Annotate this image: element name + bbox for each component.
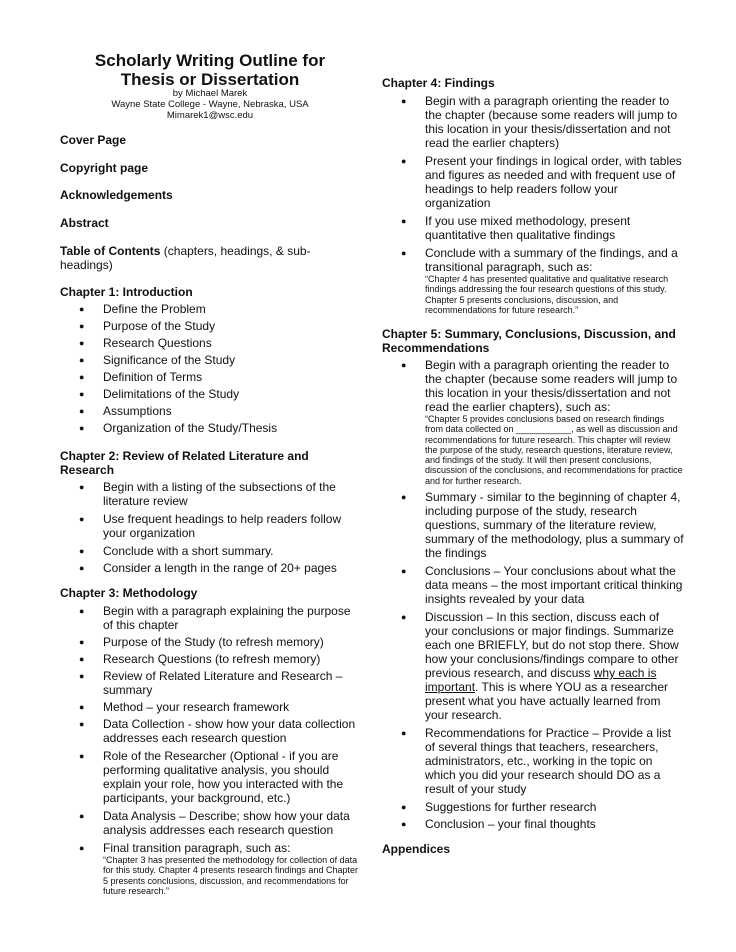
affiliation: Wayne State College - Wayne, Nebraska, USA [111,99,309,110]
list-item [382,358,684,486]
list-item [60,841,360,896]
list-item: ● Role of the Researcher (Optional - if you are performing qualitative analysis, you should explain your role, how you interacted with the participants, your background, etc.) [60,749,360,805]
title-line-1: Scholarly Writing Outline for [94,51,326,70]
list-item-text: ● Conclude with a summary of the findings, and a transitional paragraph, such as: [425,246,678,274]
list-item: ● Research Questions [60,336,360,350]
title-line-2: Thesis or Dissertation [120,70,300,89]
list-item: ● Delimitations of the Study [60,387,360,401]
copyright-heading: Copyright page [60,161,149,175]
discussion-emphasis: why each is important [425,666,657,695]
toc-label: Table of Contents [60,244,161,258]
list-item: ● Conclude with a short summary. [60,544,360,558]
appendices-heading: Appendices [382,842,451,856]
list-item: ● Define the Problem [60,302,360,316]
abstract-heading: Abstract [60,216,109,230]
list-item: ● Conclusion – your final thoughts [382,817,684,831]
toc-note: (chapters, headings, & sub-headings) [60,244,311,272]
list-item: ● Present your findings in logical order, with tables and figures as needed and with frequent use of headings to help readers follow your organization [382,154,684,210]
transition-quote: “Chapter 3 has presented the methodology for collection of data for this study. Chapter 4 presents research findings and Chapter 5 presents conclusions, discussion, and recommendations for future research.” [103,855,358,896]
list-item: ● Consider a length in the range of 20+ pages [60,561,360,575]
chapter-5-heading: Chapter 5: Summary, Conclusions, Discussion, and Recommendations [382,327,676,355]
chapter-2-heading: Chapter 2: Review of Related Literature and Research [60,449,309,477]
discussion-text: Discussion – In this section, discuss each of your conclusions or major findings. Summarize each one BRIEFLY, but do not stop there. Show how your conclusions/findings compare to other previous research, and discuss [425,610,679,681]
list-item: ● Method – your research framework [60,700,360,714]
list-item: ● Significance of the Study [60,353,360,367]
byline [60,88,360,121]
list-item: ● Use frequent headings to help readers follow your organization [60,512,360,540]
chapter-4-heading: Chapter 4: Findings [382,76,495,90]
cover-page-heading: Cover Page [60,133,127,147]
document-title [60,51,360,89]
email: Mimarek1@wsc.edu [166,110,254,121]
chapter-4-list [382,94,684,315]
list-item: ● Data Collection - show how your data collection addresses each research question [60,717,360,745]
list-item: ● Definition of Terms [60,370,360,384]
list-item: ● Begin with a listing of the subsections of the literature review [60,480,360,508]
transition-quote: “Chapter 4 has presented qualitative and qualitative research findings addressing the four research questions of this study. Chapter 5 presents conclusions, discussion, and recommendations for future research.” [425,274,669,315]
list-item-text: ● Begin with a paragraph orienting the reader to the chapter (because some readers will jump to this location in your thesis/dissertation and not read the earlier chapters), such as: [425,358,678,414]
author: by Michael Marek [172,88,248,99]
list-item: ● Data Analysis – Describe; show how your data analysis addresses each research question [60,809,360,837]
discussion-text-end: . This is where YOU as a researcher present what you have actually learned from your research. [425,680,668,723]
list-item: ● Begin with a paragraph explaining the purpose of this chapter [60,604,360,632]
list-item [382,610,684,722]
chapter-1-heading: Chapter 1: Introduction [60,285,193,299]
list-item [382,246,684,315]
list-item: ● Summary - similar to the beginning of chapter 4, including purpose of the study, research questions, summary of the literature review, summary of the methodology, plus a summary of the findings [382,490,684,560]
list-item: ● Suggestions for further research [382,800,684,814]
acknowledgements-heading: Acknowledgements [60,188,173,202]
list-item-text: ● Final transition paragraph, such as: [103,841,291,855]
list-item: ● Purpose of the Study (to refresh memory) [60,635,360,649]
list-item: ● Assumptions [60,404,360,418]
chapter-5-list [382,358,684,831]
list-item: ● Begin with a paragraph orienting the reader to the chapter (because some readers will jump to this location in your thesis/dissertation and not read the earlier chapters) [382,94,684,150]
chapter-2-list [60,480,360,575]
toc-heading [60,244,322,272]
chapter-1-list [60,302,360,435]
list-item: ● Recommendations for Practice – Provide a list of several things that teachers, researchers, administrators, etc., working in the topic on which you did your research should DO as a result of your study [382,726,684,796]
chapter-3-heading: Chapter 3: Methodology [60,586,198,600]
list-item: ● Purpose of the Study [60,319,360,333]
list-item: ● Conclusions – Your conclusions about what the data means – the most important critical thinking insights revealed by your data [382,564,684,606]
chapter-5-quote: “Chapter 5 provides conclusions based on research findings from data collected on ___________, as well as discussion and recommendations for future research. This chapter will review the purpose of the study, research questions, literature review, and findings of the study. It will then present conclusions, discussion of the conclusions, and recommendations for practice and for further research. [425,414,683,486]
list-item: ● Organization of the Study/Thesis [60,421,360,435]
list-item: ● Research Questions (to refresh memory) [60,652,360,666]
list-item: ● If you use mixed methodology, present quantitative then qualitative findings [382,214,684,242]
list-item: ● Review of Related Literature and Research – summary [60,669,360,697]
chapter-3-list [60,604,360,896]
